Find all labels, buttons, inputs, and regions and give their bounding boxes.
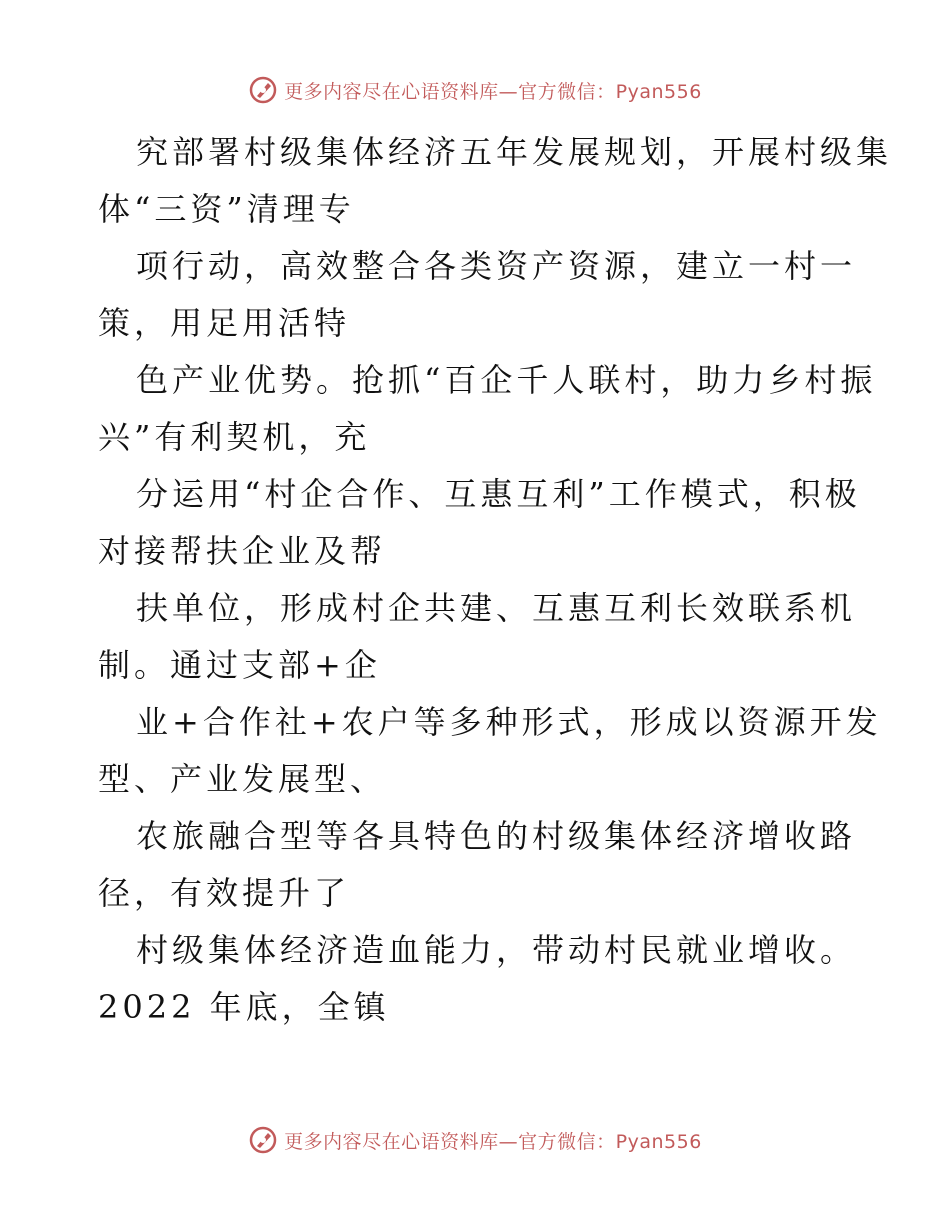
- body-line: 制。通过支部+企: [98, 646, 381, 684]
- body-line: 策，用足用活特: [98, 304, 351, 342]
- body-line: 业+合作社+农户等多种形式，形成以资源开发: [136, 703, 882, 741]
- body-line: 究部署村级集体经济五年发展规划，开展村级集: [136, 133, 893, 171]
- pen-circle-logo-icon: [248, 1125, 278, 1155]
- body-line: 型、产业发展型、: [98, 760, 387, 798]
- body-line: 项行动，高效整合各类资产资源，建立一村一: [136, 247, 857, 285]
- body-line: 农旅融合型等各具特色的村级集体经济增收路: [136, 817, 857, 855]
- body-line: 对接帮扶企业及帮: [98, 532, 387, 570]
- body-line: 色产业优势。抢抓“百企千人联村，助力乡村振: [136, 361, 877, 399]
- body-line: 兴”有利契机，充: [98, 418, 371, 456]
- footer-watermark: [0, 1120, 950, 1160]
- watermark-text: 更多内容尽在心语资料库—官方微信：Pyan556: [284, 1130, 702, 1153]
- body-line: 分运用“村企合作、互惠互利”工作模式，积极: [136, 475, 861, 513]
- body-line: 2022 年底，全镇: [98, 988, 390, 1026]
- body-line: 体“三资”清理专: [98, 190, 355, 228]
- header-watermark: [0, 70, 950, 110]
- pen-circle-logo-icon: [248, 75, 278, 105]
- body-line: 村级集体经济造血能力，带动村民就业增收。: [136, 931, 857, 969]
- body-line: 径，有效提升了: [98, 874, 351, 912]
- body-line: 扶单位，形成村企共建、互惠互利长效联系机: [136, 589, 857, 627]
- watermark-text: 更多内容尽在心语资料库—官方微信：Pyan556: [284, 80, 702, 103]
- document-body: [98, 124, 893, 1036]
